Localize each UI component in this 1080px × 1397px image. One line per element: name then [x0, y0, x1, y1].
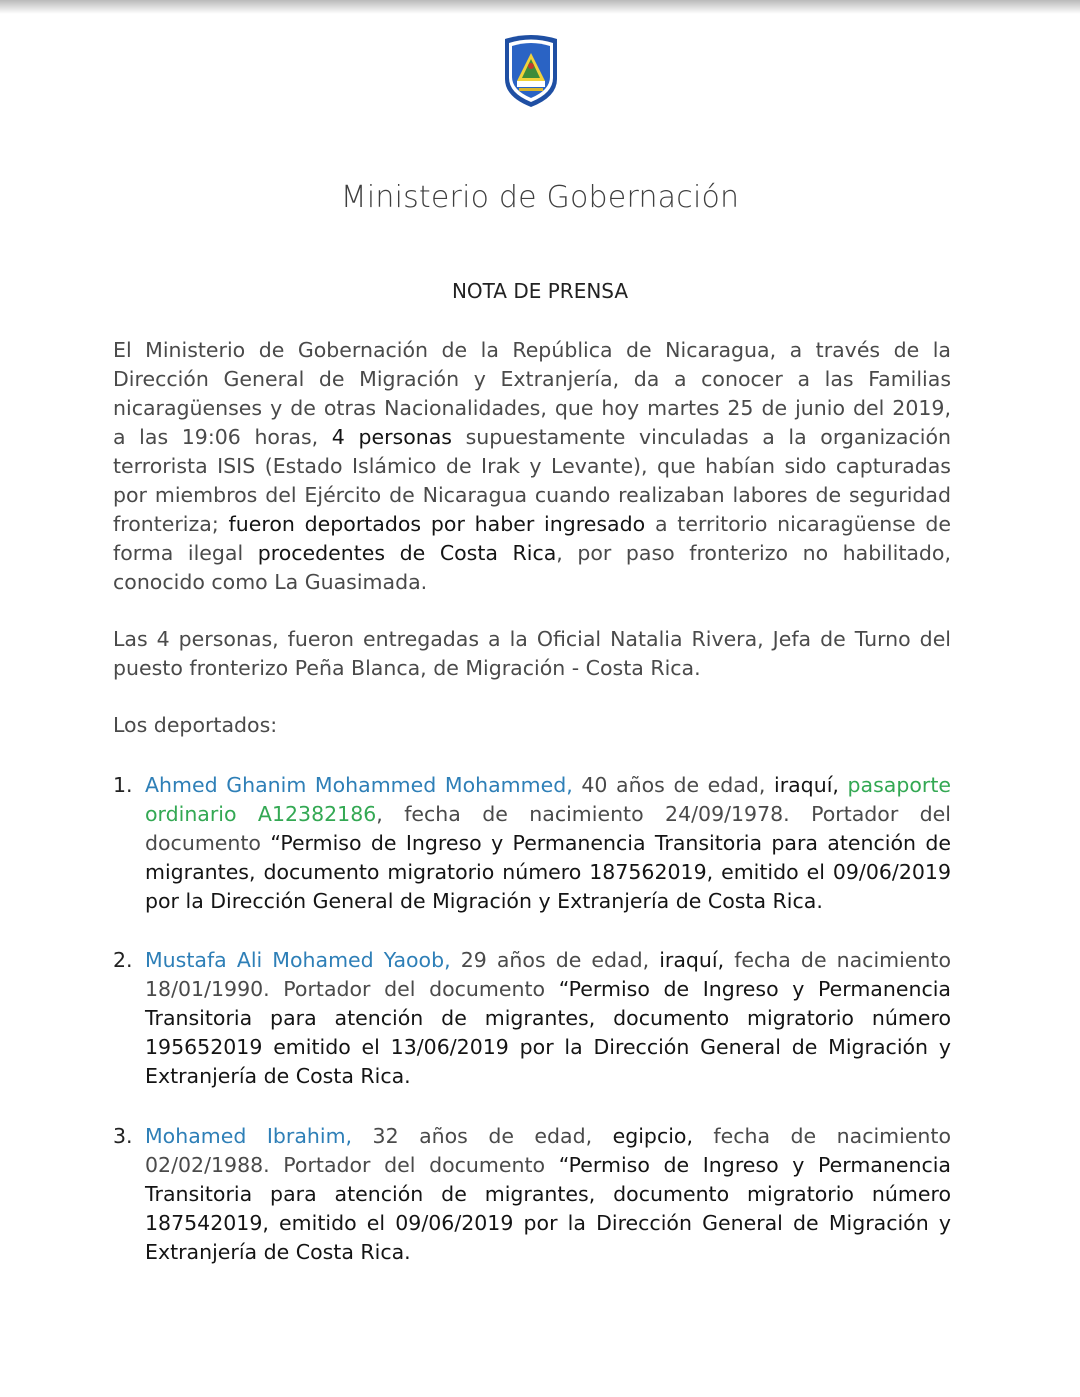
deportee-birth: fecha de nacimiento 02/02/1988. Portador del documento — [145, 1124, 952, 1177]
deportees-heading: Los deportados: — [113, 713, 278, 737]
deportee-nationality: iraquí, — [774, 773, 839, 797]
deportee-passport: pasaporte ordinario A12382186 — [145, 773, 951, 826]
deportation-emphasis: fueron deportados por haber ingresado — [228, 512, 646, 536]
deportee-document: “Permiso de Ingreso y Permanencia Transitoria para atención de migrantes, documento migratorio número 187562019, emitido el 09/06/2019 por la Dirección General de Migración y Extranjería de Costa Rica. — [145, 831, 951, 913]
top-edge-shadow — [0, 0, 1080, 14]
persons-count: 4 personas — [331, 425, 452, 449]
list-number: 3. — [113, 1124, 133, 1148]
deportee-age: 40 años de edad, — [572, 773, 774, 797]
origin-emphasis: procedentes de Costa Rica — [257, 541, 557, 565]
deportee-age: 29 años de edad, — [450, 948, 660, 972]
deportee-document: “Permiso de Ingreso y Permanencia Transitoria para atención de migrantes, documento migratorio número 187542019, emitido el 09/06/2019 por la Dirección General de Migración y Extranjería de Costa Rica. — [145, 1153, 951, 1264]
press-note-heading: NOTA DE PRENSA — [451, 279, 629, 303]
deportee-nationality: egipcio, — [612, 1124, 693, 1148]
handover-paragraph: Las 4 personas, fueron entregadas a la Oficial Natalia Rivera, Jefa de Turno del puesto fronterizo Peña Blanca, de Migración - Costa Rica. — [113, 627, 951, 680]
deportee-birth: , fecha de nacimiento 24/09/1978. Portador del documento — [145, 802, 951, 855]
deportee-document: “Permiso de Ingreso y Permanencia Transitoria para atención de migrantes, documento migratorio número 195652019 emitido el 13/06/2019 por la Dirección General de Migración y Extranjería de Costa Rica. — [145, 977, 951, 1088]
intro-paragraph: El Ministerio de Gobernación de la República de Nicaragua, a través de la Dirección General de Migración y Extranjería, da a conocer a las Familias nicaragüenses y de otras Nacionalidades, que hoy martes 25 de junio del 2019, a las 19:06 horas, 4 personas supuestamente vinculadas a la organización terrorista ISIS (Estado Islámico de Irak y Levante), que habían sido capturadas por miembros del Ejército de Nicaragua cuando realizaban labores de seguridad fronteriza; fueron deportados por haber ingresado a territorio nicaragüense de forma ilegal procedentes de Costa Rica, por paso fronterizo no habilitado, conocido como La Guasimada. — [113, 338, 952, 594]
list-number: 1. — [113, 773, 133, 797]
list-item — [113, 1122, 951, 1267]
deportees-list — [113, 771, 951, 1267]
deportee-name: Mustafa Ali Mohamed Yaoob, — [145, 948, 451, 972]
deportee-nationality: iraquí, — [659, 948, 725, 972]
ministry-title: Ministerio de Gobernación — [340, 180, 740, 215]
list-number: 2. — [113, 948, 133, 972]
deportee-birth: fecha de nacimiento 18/01/1990. Portador del documento — [145, 948, 951, 1001]
deportee-name: Mohamed Ibrahim, — [145, 1124, 353, 1148]
press-release-body — [113, 336, 951, 1267]
deportee-age: 32 años de edad, — [352, 1124, 613, 1148]
nicaragua-migration-seal-icon — [501, 33, 561, 109]
list-item — [113, 946, 951, 1091]
list-item — [113, 771, 951, 916]
deportee-name: Ahmed Ghanim Mohammed Mohammed, — [145, 773, 573, 797]
